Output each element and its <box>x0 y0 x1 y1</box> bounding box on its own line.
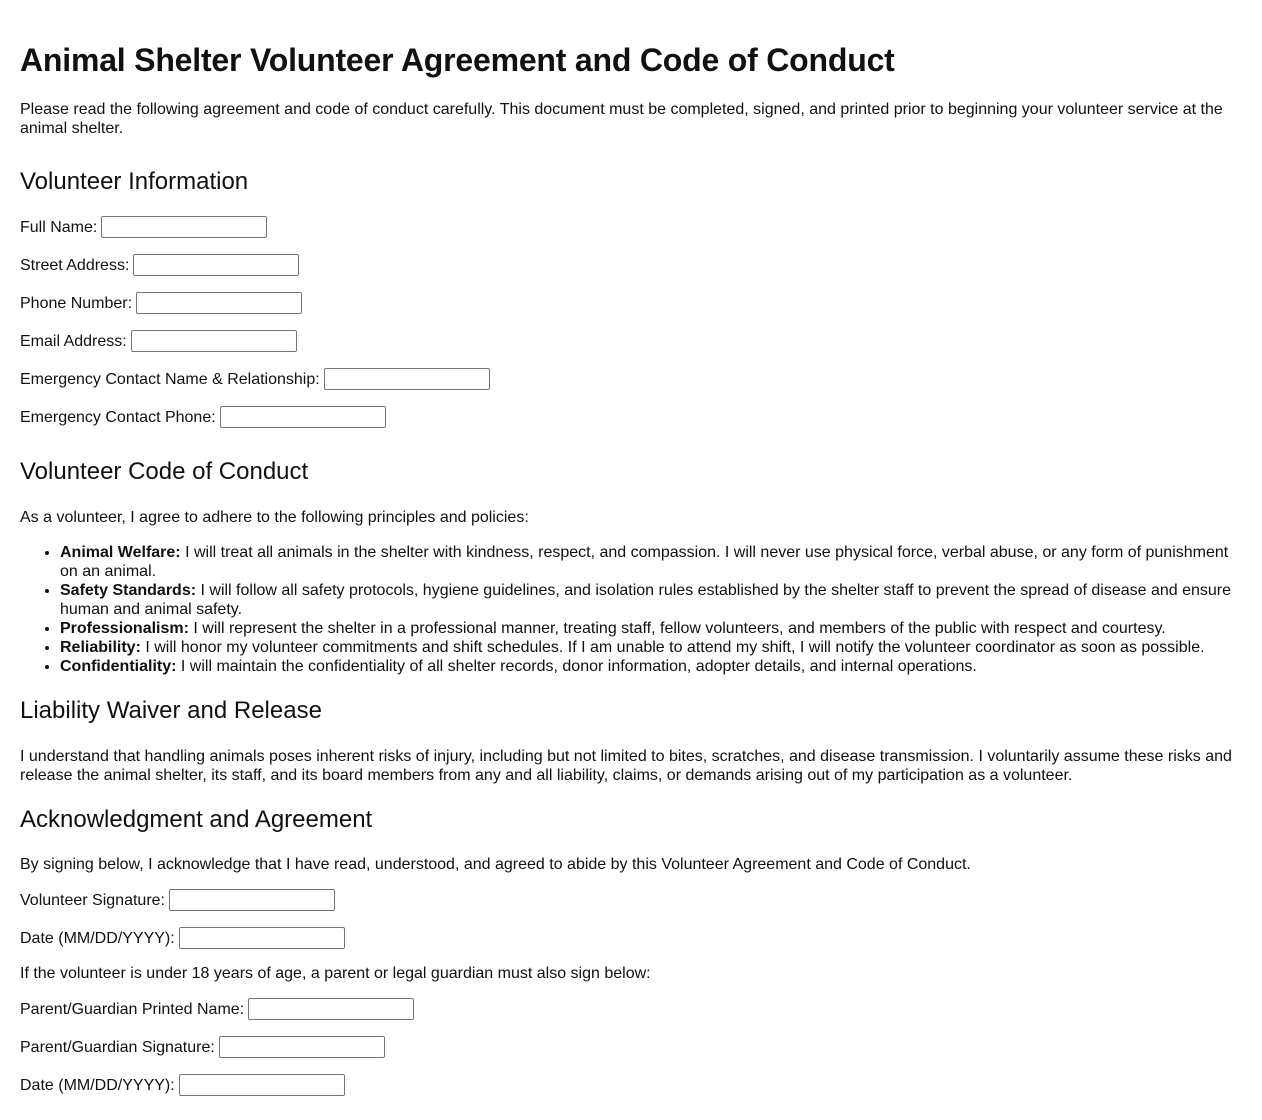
conduct-term: Confidentiality: <box>60 658 177 675</box>
list-item <box>60 581 1242 619</box>
street-address-input[interactable] <box>133 254 299 276</box>
code-of-conduct-heading: Volunteer Code of Conduct <box>20 458 309 485</box>
conduct-text: I will represent the shelter in a professional manner, treating staff, fellow volunteers, and members of the public with respect and courtesy. <box>188 620 1166 637</box>
full-name-label: Full Name: <box>20 218 98 236</box>
street-address-row <box>20 254 1242 276</box>
volunteer-info-heading: Volunteer Information <box>20 168 249 195</box>
liability-text: I understand that handling animals poses inherent risks of injury, including but not limited to bites, scratches, and disease transmission. I voluntarily assume these risks and release the animal shelter, its staff, and its board members from any and all liability, claims, or demands arising out of my participation as a volunteer. <box>20 748 1232 784</box>
conduct-term: Reliability: <box>60 639 141 656</box>
emergency-contact-name-row <box>20 368 1242 390</box>
conduct-term: Animal Welfare: <box>60 544 181 561</box>
list-item <box>60 543 1242 581</box>
email-address-input[interactable] <box>131 330 297 352</box>
full-name-row <box>20 216 1242 238</box>
conduct-text: I will follow all safety protocols, hygiene guidelines, and isolation rules established by the shelter staff to prevent the spread of disease and ensure human and animal safety. <box>60 582 1232 618</box>
guardian-name-label: Parent/Guardian Printed Name: <box>20 1000 245 1018</box>
code-of-conduct-intro: As a volunteer, I agree to adhere to the following principles and policies: <box>20 509 529 526</box>
conduct-term: Professionalism: <box>60 620 189 637</box>
list-item <box>60 619 1242 638</box>
emergency-contact-phone-input[interactable] <box>220 406 386 428</box>
guardian-date-row <box>20 1074 1242 1096</box>
guardian-date-label: Date (MM/DD/YYYY): <box>20 1076 175 1094</box>
guardian-signature-label: Parent/Guardian Signature: <box>20 1038 215 1056</box>
guardian-name-input[interactable] <box>248 998 414 1020</box>
minor-notice-text: If the volunteer is under 18 years of age, a parent or legal guardian must also sign below: <box>20 965 651 982</box>
guardian-name-row <box>20 998 1242 1020</box>
emergency-contact-name-input[interactable] <box>324 368 490 390</box>
conduct-list <box>20 543 1242 676</box>
volunteer-signature-label: Volunteer Signature: <box>20 891 165 909</box>
conduct-text: I will honor my volunteer commitments and shift schedules. If I am unable to attend my shift, I will notify the volunteer coordinator as soon as possible. <box>140 639 1205 656</box>
guardian-fields <box>20 998 1242 1096</box>
emergency-contact-phone-label: Emergency Contact Phone: <box>20 408 216 426</box>
volunteer-date-input[interactable] <box>179 927 345 949</box>
phone-number-row <box>20 292 1242 314</box>
conduct-text: I will treat all animals in the shelter with kindness, respect, and compassion. I will never use physical force, verbal abuse, or any form of punishment on an animal. <box>60 544 1229 580</box>
acknowledgment-heading: Acknowledgment and Agreement <box>20 806 373 833</box>
acknowledgment-fields <box>20 889 1242 949</box>
email-address-row <box>20 330 1242 352</box>
intro-text: Please read the following agreement and code of conduct carefully. This document must be completed, signed, and printed prior to beginning your volunteer service at the animal shelter. <box>20 101 1223 137</box>
emergency-contact-name-label: Emergency Contact Name & Relationship: <box>20 370 320 388</box>
volunteer-info-fields <box>20 216 1242 428</box>
phone-number-label: Phone Number: <box>20 294 133 312</box>
conduct-text: I will maintain the confidentiality of all shelter records, donor information, adopter details, and internal operations. <box>176 658 977 675</box>
full-name-input[interactable] <box>101 216 267 238</box>
phone-number-input[interactable] <box>136 292 302 314</box>
street-address-label: Street Address: <box>20 256 130 274</box>
liability-heading: Liability Waiver and Release <box>20 697 322 724</box>
page-title: Animal Shelter Volunteer Agreement and Code of Conduct <box>20 42 895 78</box>
conduct-term: Safety Standards: <box>60 582 197 599</box>
volunteer-date-row <box>20 927 1242 949</box>
emergency-contact-phone-row <box>20 406 1242 428</box>
volunteer-date-label: Date (MM/DD/YYYY): <box>20 929 175 947</box>
list-item <box>60 657 1242 676</box>
guardian-signature-input[interactable] <box>219 1036 385 1058</box>
list-item <box>60 638 1242 657</box>
volunteer-signature-input[interactable] <box>169 889 335 911</box>
guardian-signature-row <box>20 1036 1242 1058</box>
volunteer-signature-row <box>20 889 1242 911</box>
guardian-date-input[interactable] <box>179 1074 345 1096</box>
acknowledgment-text: By signing below, I acknowledge that I have read, understood, and agreed to abide by this Volunteer Agreement and Code of Conduct. <box>20 856 971 873</box>
email-address-label: Email Address: <box>20 332 127 350</box>
